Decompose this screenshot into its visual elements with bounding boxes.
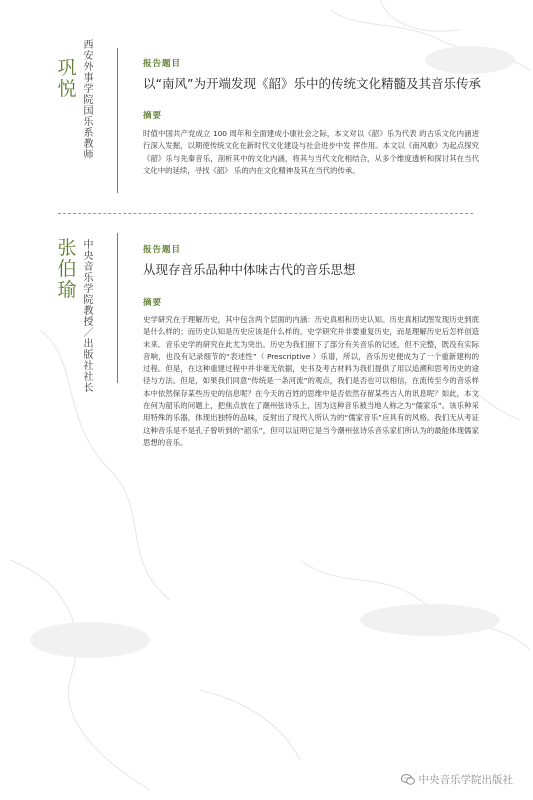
abstract-text: 史学研究在于理解历史，其中包含两个层面的内涵：历史真相和历史认知。历史真相试图发现历史到底是什么样的；而历史认知是历史应该是什么样的。史学研究并非要重复历史，而是理解历史后怎样创造未来。音乐史学的研究在此尤为突出。历史为我们留下了部分有关音乐的记述，但不完整，既没有实际音响，也没有记录细节的“表述性”（ Prescriptive ）乐谱，所以，音乐历史便成为了一个重新建构的过程。但是，在这种重建过程中并非毫无依据，史书及考古材料为我们提供了用以追溯和思考历史的途径与方法。但是，如果我们同意“传统是一条河流”的观点，我们是否也可以相信，在流传至今的音乐样本中依然保存某些历史的信息呢？在今天的百姓的思维中是否依然存留某些古人的讯息呢？如此，本文在何为韶乐的问题上，把焦点放在了潮州弦诗乐上，因为这种音乐被当地人称之为“儒家乐”。该乐种采用特殊的乐器，体现出独特的品味，反射出了现代人所认为的“儒家音乐”应具有的风格。我们无从考证这种音乐是不是孔子曾听到的“韶乐”，但可以证明它是当今潮州弦诗乐音乐家们所认为的最能体现儒家思想的音乐。	[143, 315, 479, 447]
report-title-label: 报告题目	[143, 245, 182, 255]
report-title-label: 报告题目	[143, 59, 182, 69]
author-affiliation: 中央音乐学院教授／出版社社长	[83, 240, 94, 394]
abstract-text: 时值中国共产党成立 100 周年和全面建成小康社会之际，本文对以《韶》乐为代表 的古乐文化内涵进行深入发掘，以期使传统文化在新时代文化建设与社会进步中发 挥作用。本文以《南风歌》为起点探究《韶》乐与先秦音乐，剖析其中的文化内涵，将其与当代文化相结合，从多个维度透析和探讨其在当代文化中的延续，寻找《韶》 乐的内在文化精神及其在当代的传承。	[143, 129, 479, 175]
author-name: 张伯瑜	[57, 237, 77, 301]
report-title: 以“南风”为开端发现《韶》乐中的传统文化精髓及其音乐传承	[143, 76, 481, 91]
abstract-label: 摘要	[143, 298, 163, 308]
section-divider	[58, 213, 473, 214]
report-title: 从现存音乐品种中体味古代的音乐思想	[143, 262, 356, 277]
vertical-rule	[117, 48, 118, 193]
author-affiliation: 西安外事学院国乐系教师	[83, 40, 94, 161]
publisher-watermark	[401, 772, 514, 787]
author-name: 巩悦	[57, 57, 77, 100]
watermark-text: 中央音乐学院出版社	[418, 774, 513, 786]
abstract-label: 摘要	[143, 111, 163, 121]
vertical-rule	[117, 233, 118, 383]
wechat-icon	[401, 774, 415, 785]
